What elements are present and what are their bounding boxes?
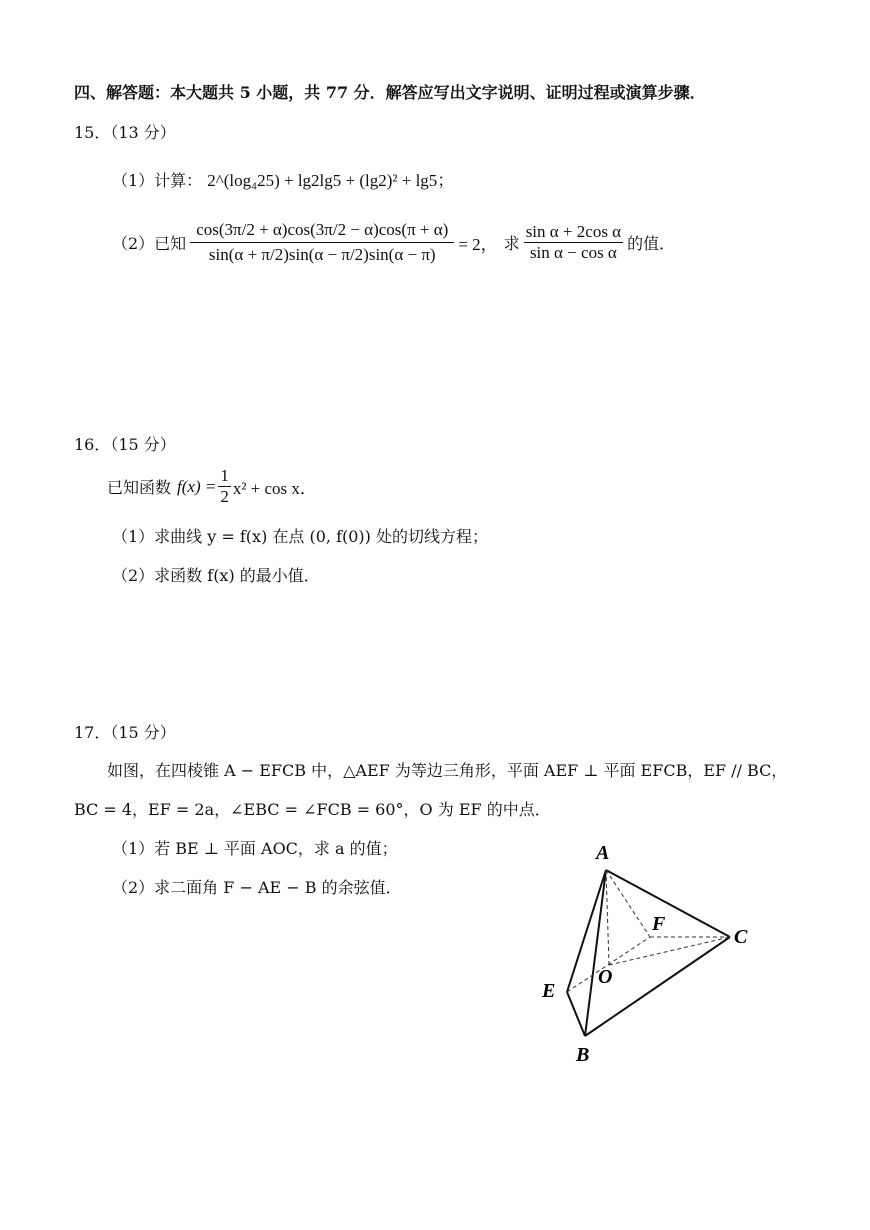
label-C: C bbox=[734, 926, 748, 948]
question-17-part-1: （1）若 BE ⊥ 平面 AOC，求 a 的值； bbox=[112, 839, 398, 858]
question-15-part-1 bbox=[112, 166, 454, 191]
q16-stem-prefix: 已知函数 bbox=[107, 478, 172, 497]
q15-p2-tail: 的值． bbox=[627, 234, 676, 253]
q15-p2-equals: = 2， bbox=[458, 235, 498, 254]
question-16-number: 16．（15 分） bbox=[74, 435, 176, 454]
q15-p1-label: （1）计算： bbox=[112, 171, 203, 190]
question-16-part-2: （2）求函数 f(x) 的最小值． bbox=[112, 566, 320, 585]
question-16-part-1: （1）求曲线 y = f(x) 在点 (0, f(0)) 处的切线方程； bbox=[112, 527, 488, 546]
label-F: F bbox=[652, 913, 666, 935]
edge-EB bbox=[567, 992, 585, 1036]
q15-p2-target-denominator: sin α − cos α bbox=[529, 243, 617, 262]
edge-OC bbox=[609, 937, 730, 965]
q15-p2-denominator: sin(α + π/2)sin(α − π/2)sin(α − π) bbox=[208, 245, 436, 264]
edge-AF bbox=[606, 870, 650, 937]
q15-p2-label: （2）已知 bbox=[112, 234, 187, 253]
question-17-stem-line-2: BC = 4，EF = 2a，∠EBC = ∠FCB = 60°，O 为 EF 的中点． bbox=[74, 800, 551, 819]
label-E: E bbox=[542, 980, 556, 1002]
question-15-number: 15．（13 分） bbox=[74, 123, 176, 142]
q15-p2-fraction bbox=[190, 218, 454, 267]
q15-p2-numerator: cos(3π/2 + α)cos(3π/2 − α)cos(π + α) bbox=[190, 218, 454, 243]
q16-func-lhs: f(x) = bbox=[177, 476, 217, 496]
question-17-part-2: （2）求二面角 F − AE − B 的余弦值． bbox=[112, 878, 402, 897]
edge-AC bbox=[606, 870, 730, 937]
label-B: B bbox=[576, 1044, 590, 1066]
q16-half-denominator: 2 bbox=[220, 487, 229, 506]
edge-AO bbox=[606, 870, 609, 965]
q15-p1-expression: 2^(log₄25) + lg2lg5 + (lg2)² + lg5； bbox=[207, 171, 455, 190]
edge-AB bbox=[585, 870, 606, 1036]
q16-half-fraction bbox=[218, 466, 231, 507]
pyramid-figure bbox=[530, 835, 770, 1075]
question-17-number: 17．（15 分） bbox=[74, 723, 176, 742]
q16-func-rhs: x² + cos x． bbox=[232, 479, 317, 498]
question-16-stem bbox=[107, 466, 317, 507]
q15-p2-target-numerator: sin α + 2cos α bbox=[525, 222, 622, 241]
q15-p2-ask: 求 bbox=[503, 234, 520, 253]
q15-p2-target-fraction bbox=[524, 222, 623, 263]
q16-half-numerator: 1 bbox=[220, 466, 229, 485]
label-O: O bbox=[598, 966, 613, 988]
question-17-stem-line-1: 如图，在四棱锥 A − EFCB 中，△AEF 为等边三角形，平面 AEF ⊥ 平面 EFCB，EF // BC， bbox=[107, 761, 788, 780]
question-15-part-2 bbox=[112, 218, 675, 267]
section-header: 四、解答题：本大题共 5 小题，共 77 分．解答应写出文字说明、证明过程或演算步骤． bbox=[74, 83, 706, 102]
label-A: A bbox=[596, 842, 610, 864]
